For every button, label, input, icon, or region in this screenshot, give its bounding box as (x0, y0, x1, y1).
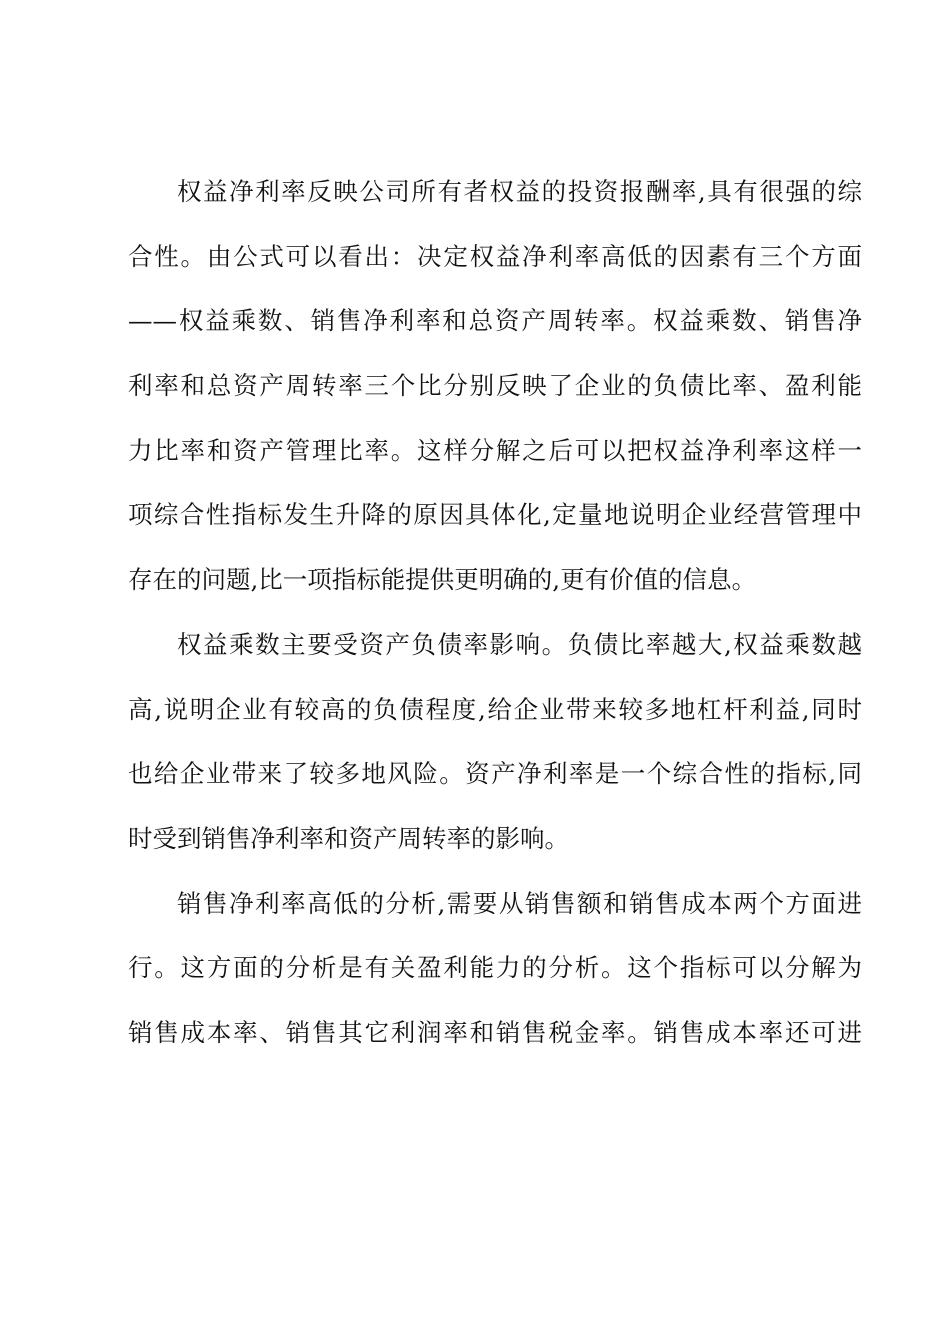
paragraph-2-line-1: 权益乘数主要受资产负债率影响。负债比率越大,权益乘数越 (177, 629, 862, 659)
paragraph-3-line-2: 行。这方面的分析是有关盈利能力的分析。这个指标可以分解为 (128, 953, 862, 983)
paragraph-1-line-5: 力比率和资产管理比率。这样分解之后可以把权益净利率这样一 (128, 435, 862, 465)
paragraph-3 (128, 872, 862, 1066)
paragraph-2-line-3: 也给企业带来了较多地风险。资产净利率是一个综合性的指标,同 (128, 759, 862, 789)
paragraph-3-line-1: 销售净利率高低的分析,需要从销售额和销售成本两个方面进 (177, 888, 862, 918)
paragraph-3-line-3: 销售成本率、销售其它利润率和销售税金率。销售成本率还可进 (128, 1017, 862, 1047)
paragraph-1-line-1: 权益净利率反映公司所有者权益的投资报酬率,具有很强的综 (177, 177, 862, 206)
paragraph-1-line-4: 利率和总资产周转率三个比分别反映了企业的负债比率、盈利能 (128, 371, 862, 401)
paragraph-1-line-6: 项综合性指标发生升降的原因具体化,定量地说明企业经营管理中 (128, 500, 862, 530)
paragraph-2 (128, 613, 862, 872)
paragraph-2-line-4: 时受到销售净利率和资产周转率的影响。 (128, 823, 569, 853)
paragraph-1-line-2: 合性。由公式可以看出：决定权益净利率高低的因素有三个方面 (128, 241, 862, 271)
paragraph-2-line-2: 高,说明企业有较高的负债程度,给企业带来较多地杠杆利益,同时 (128, 694, 862, 724)
paragraph-1-line-7: 存在的问题,比一项指标能提供更明确的,更有价值的信息。 (128, 565, 757, 595)
paragraph-1-line-3: ——权益乘数、销售净利率和总资产周转率。权益乘数、销售净 (128, 306, 862, 336)
paragraph-1 (128, 160, 862, 613)
body-text (128, 160, 862, 1066)
